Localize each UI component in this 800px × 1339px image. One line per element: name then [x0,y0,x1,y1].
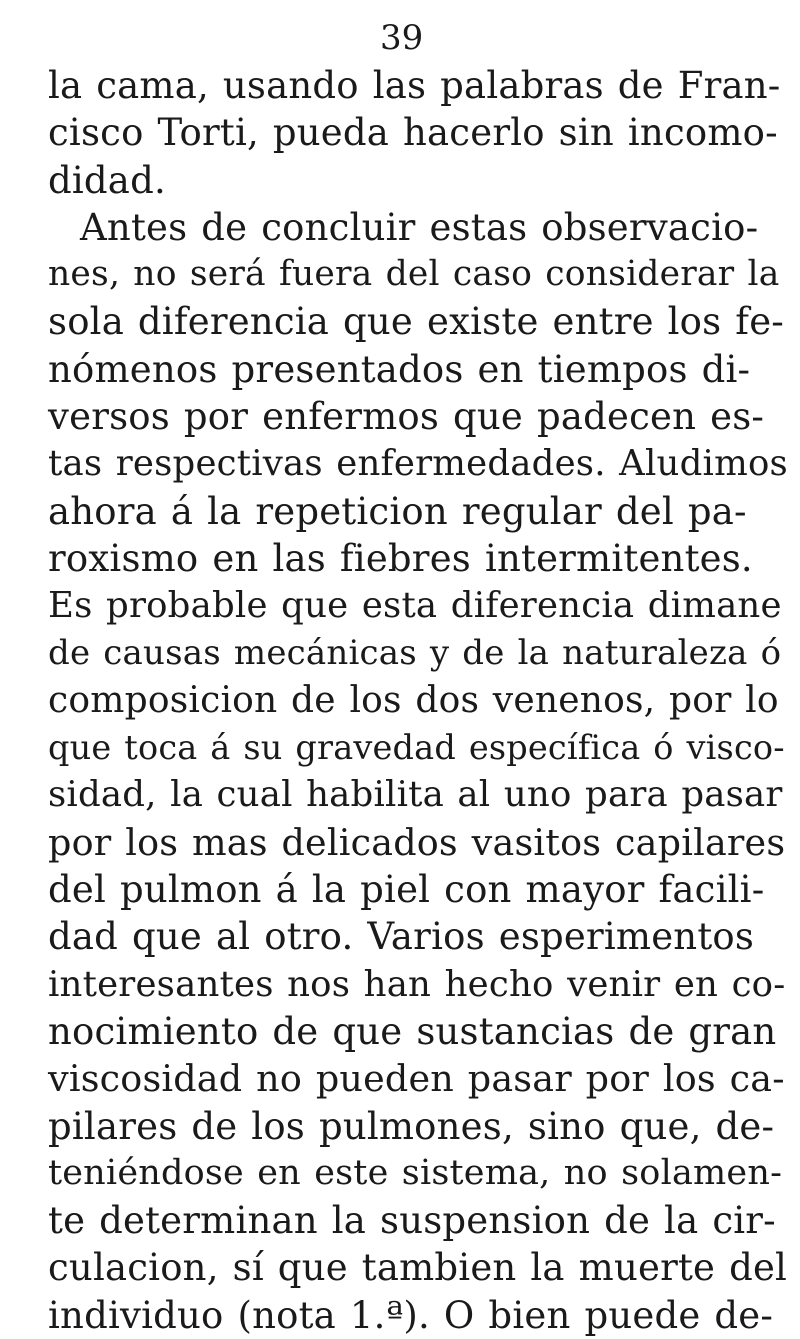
text-line: culacion, sí que tambien la muerte del [48,1246,788,1290]
text-line: cisco Torti, pueda hacerlo sin incomo- [48,111,778,155]
text-line: de causas mecánicas y de la naturaleza ó [48,632,782,673]
text-line: nocimiento de que sustancias de gran [48,1009,777,1053]
text-line: del pulmon á la piel con mayor facili- [48,868,765,912]
text-line: roxismo en las fiebres intermitentes. [48,536,753,580]
text-line: versos por enfermos que padecen es- [48,395,765,439]
text-line: nómenos presentados en tiempos di- [48,347,751,391]
text-line: tas respectivas enfermedades. Aludimos [48,443,788,485]
text-line: te determinan la suspension de la cir- [48,1199,776,1243]
text-line: individuo (nota 1.ª). O bien puede de- [48,1293,774,1337]
text-line: nes, no será fuera del caso considerar la [48,254,780,295]
text-line: ahora á la repeticion regular del pa- [48,489,747,533]
text-line: pilares de los pulmones, sino que, de- [48,1104,775,1148]
text-line: didad. [48,158,166,202]
page-number: 39 [380,18,424,58]
text-line: dad que al otro. Varios esperimentos [48,915,755,959]
text-line: que toca á su gravedad específica ó visco- [48,728,785,768]
text-line: sidad, la cual habilita al uno para pasar [48,774,783,816]
text-line: por los mas delicados vasitos capilares [48,820,786,864]
text-line: interesantes nos han hecho venir en co- [48,963,786,1005]
text-line: la cama, usando las palabras de Fran- [48,64,781,107]
text-line: sola diferencia que existe entre los fe- [48,300,784,344]
body-text [48,62,788,1339]
text-line: viscosidad no pueden pasar por los ca- [48,1057,785,1101]
text-line: teniéndose en este sistema, no solamen- [48,1152,783,1193]
text-line: Antes de concluir estas observacio- [80,205,759,249]
text-line: composicion de los dos venenos, por lo [48,679,779,721]
text-line: Es probable que esta diferencia dimane [48,585,782,627]
